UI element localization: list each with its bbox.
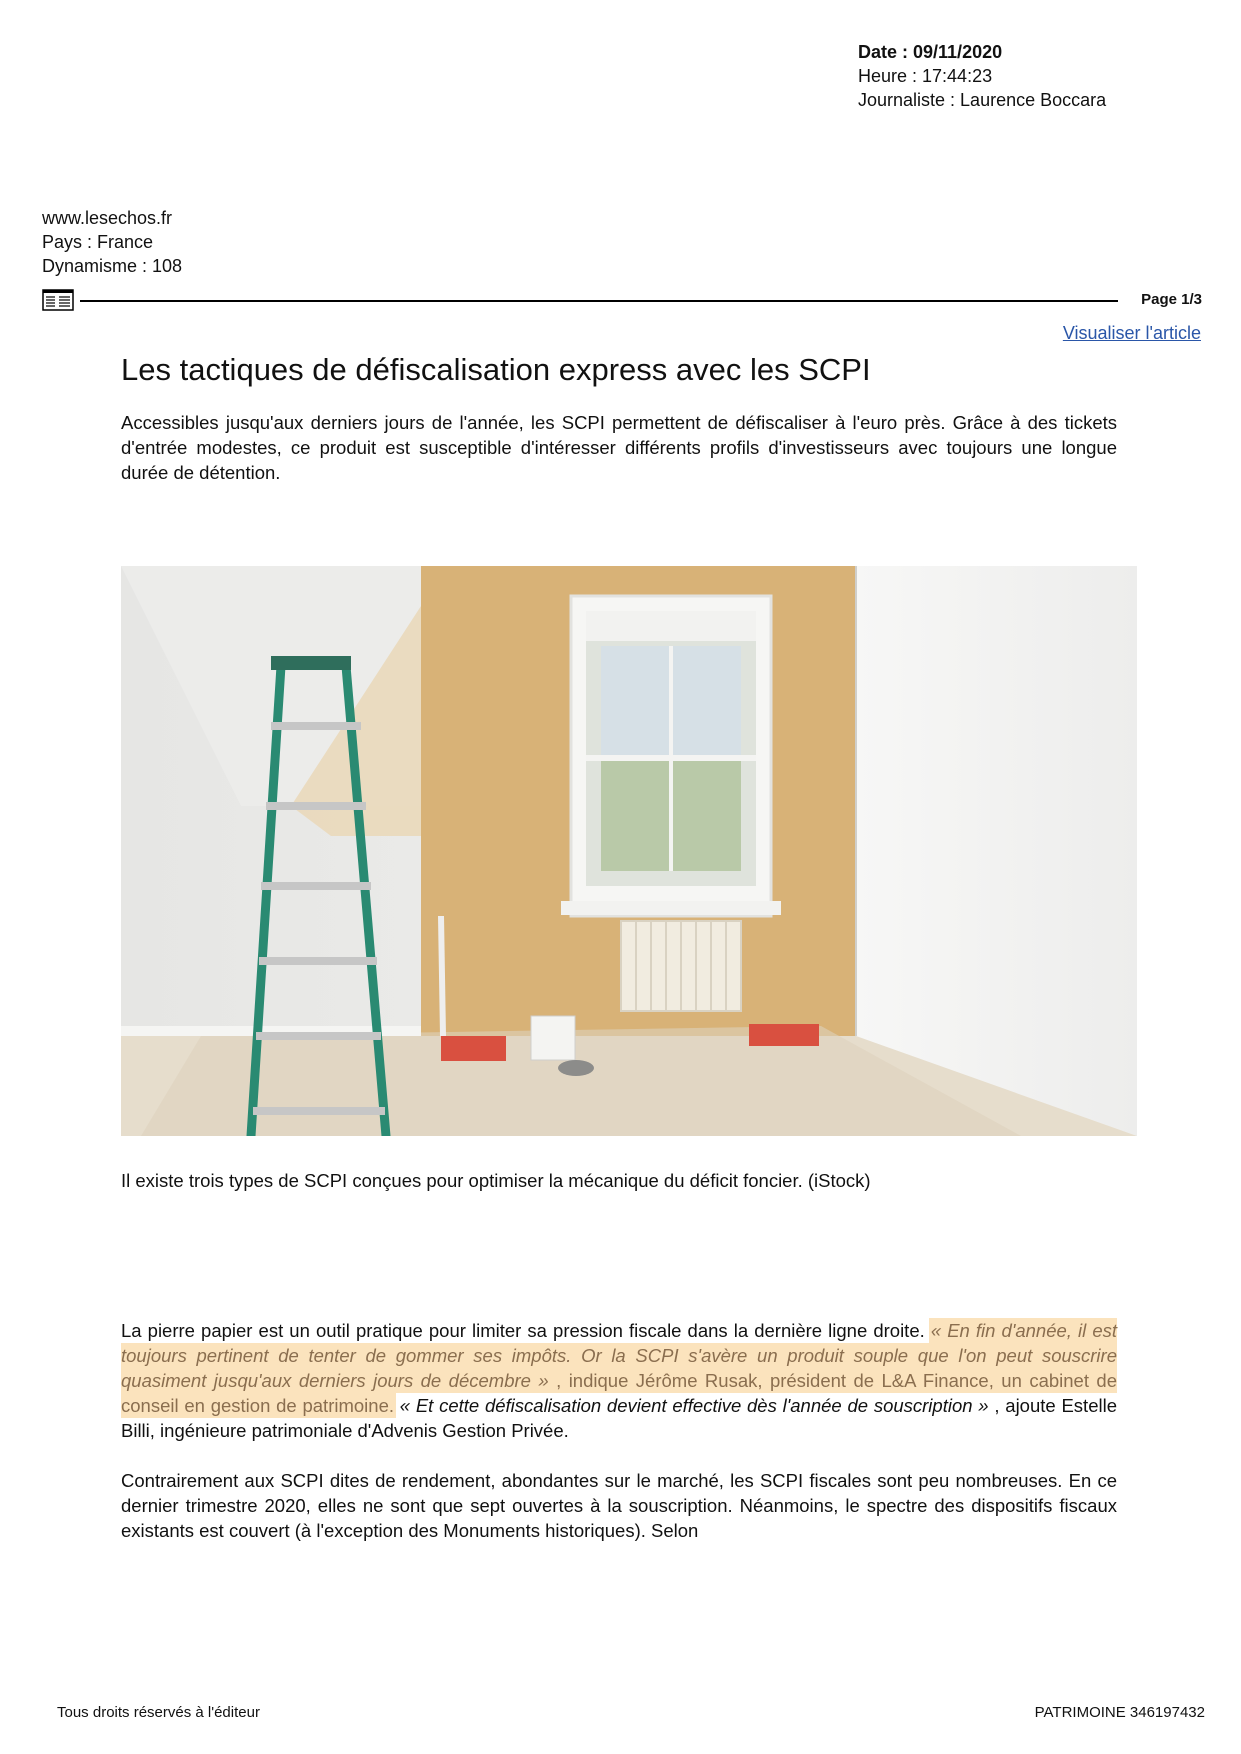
article-paragraph: Contrairement aux SCPI dites de rendement, abondantes sur le marché, les SCPI fiscales sont peu nombreuses. En ce dernier trimestre 2020, elles ne sont que sept ouvertes à la souscription. Néanmoins, le spectre des dispositifs fiscaux existants est couvert (à l'exception des Monuments historiques). Selon <box>121 1470 1117 1541</box>
source-site: www.lesechos.fr <box>42 208 173 228</box>
page-indicator: Page 1/3 <box>1141 291 1202 308</box>
highlighted-quote: « En fin d'année, il est toujours pertinent de tenter de gommer ses impôts. Or la SCPI s'avère un produit souple que l'on peut souscrire quasiment jusqu'aux derniers jours de décembre » <box>121 1320 1117 1391</box>
rights-notice: Tous droits réservés à l'éditeur <box>57 1704 260 1721</box>
quote: « Et cette défiscalisation devient effective dès l'année de souscription » <box>394 1395 995 1416</box>
photo-caption: Il existe trois types de SCPI conçues pour optimiser la mécanique du déficit foncier. (iStock) <box>121 1170 871 1191</box>
source-info <box>42 206 182 278</box>
time: Heure : 17:44:23 <box>858 66 993 86</box>
article-paragraph <box>121 1318 1117 1443</box>
source-dynamism: Dynamisme : 108 <box>42 256 183 276</box>
text-run: La pierre papier est un outil pratique pour limiter sa pression fiscale dans la dernière ligne droite. <box>121 1320 931 1341</box>
date: Date : 09/11/2020 <box>858 42 1003 62</box>
document-reference: PATRIMOINE 346197432 <box>1034 1704 1205 1721</box>
article-photo <box>121 566 1137 1136</box>
view-article-link[interactable]: Visualiser l'article <box>1062 323 1201 343</box>
article-meta <box>858 40 1106 112</box>
document-icon <box>42 289 74 311</box>
article-lead: Accessibles jusqu'aux derniers jours de l'année, les SCPI permettent de défiscaliser à l'euro près. Grâce à des tickets d'entrée modestes, ce produit est susceptible d'intéresser différents profils d'investisseurs avec toujours une longue durée de détention. <box>121 412 1117 483</box>
highlighted-attribution: , indique Jérôme Rusak, président de L&A Finance, un cabinet de conseil en gestion de patrimoine. <box>121 1370 1117 1416</box>
divider <box>80 300 1118 302</box>
journalist: Journaliste : Laurence Boccara <box>858 90 1107 110</box>
source-country: Pays : France <box>42 232 154 252</box>
article-title: Les tactiques de défiscalisation express avec les SCPI <box>121 352 871 387</box>
header-rule <box>42 289 1202 313</box>
text-run: , ajoute Estelle Billi, ingénieure patrimoniale d'Advenis Gestion Privée. <box>121 1395 1117 1441</box>
